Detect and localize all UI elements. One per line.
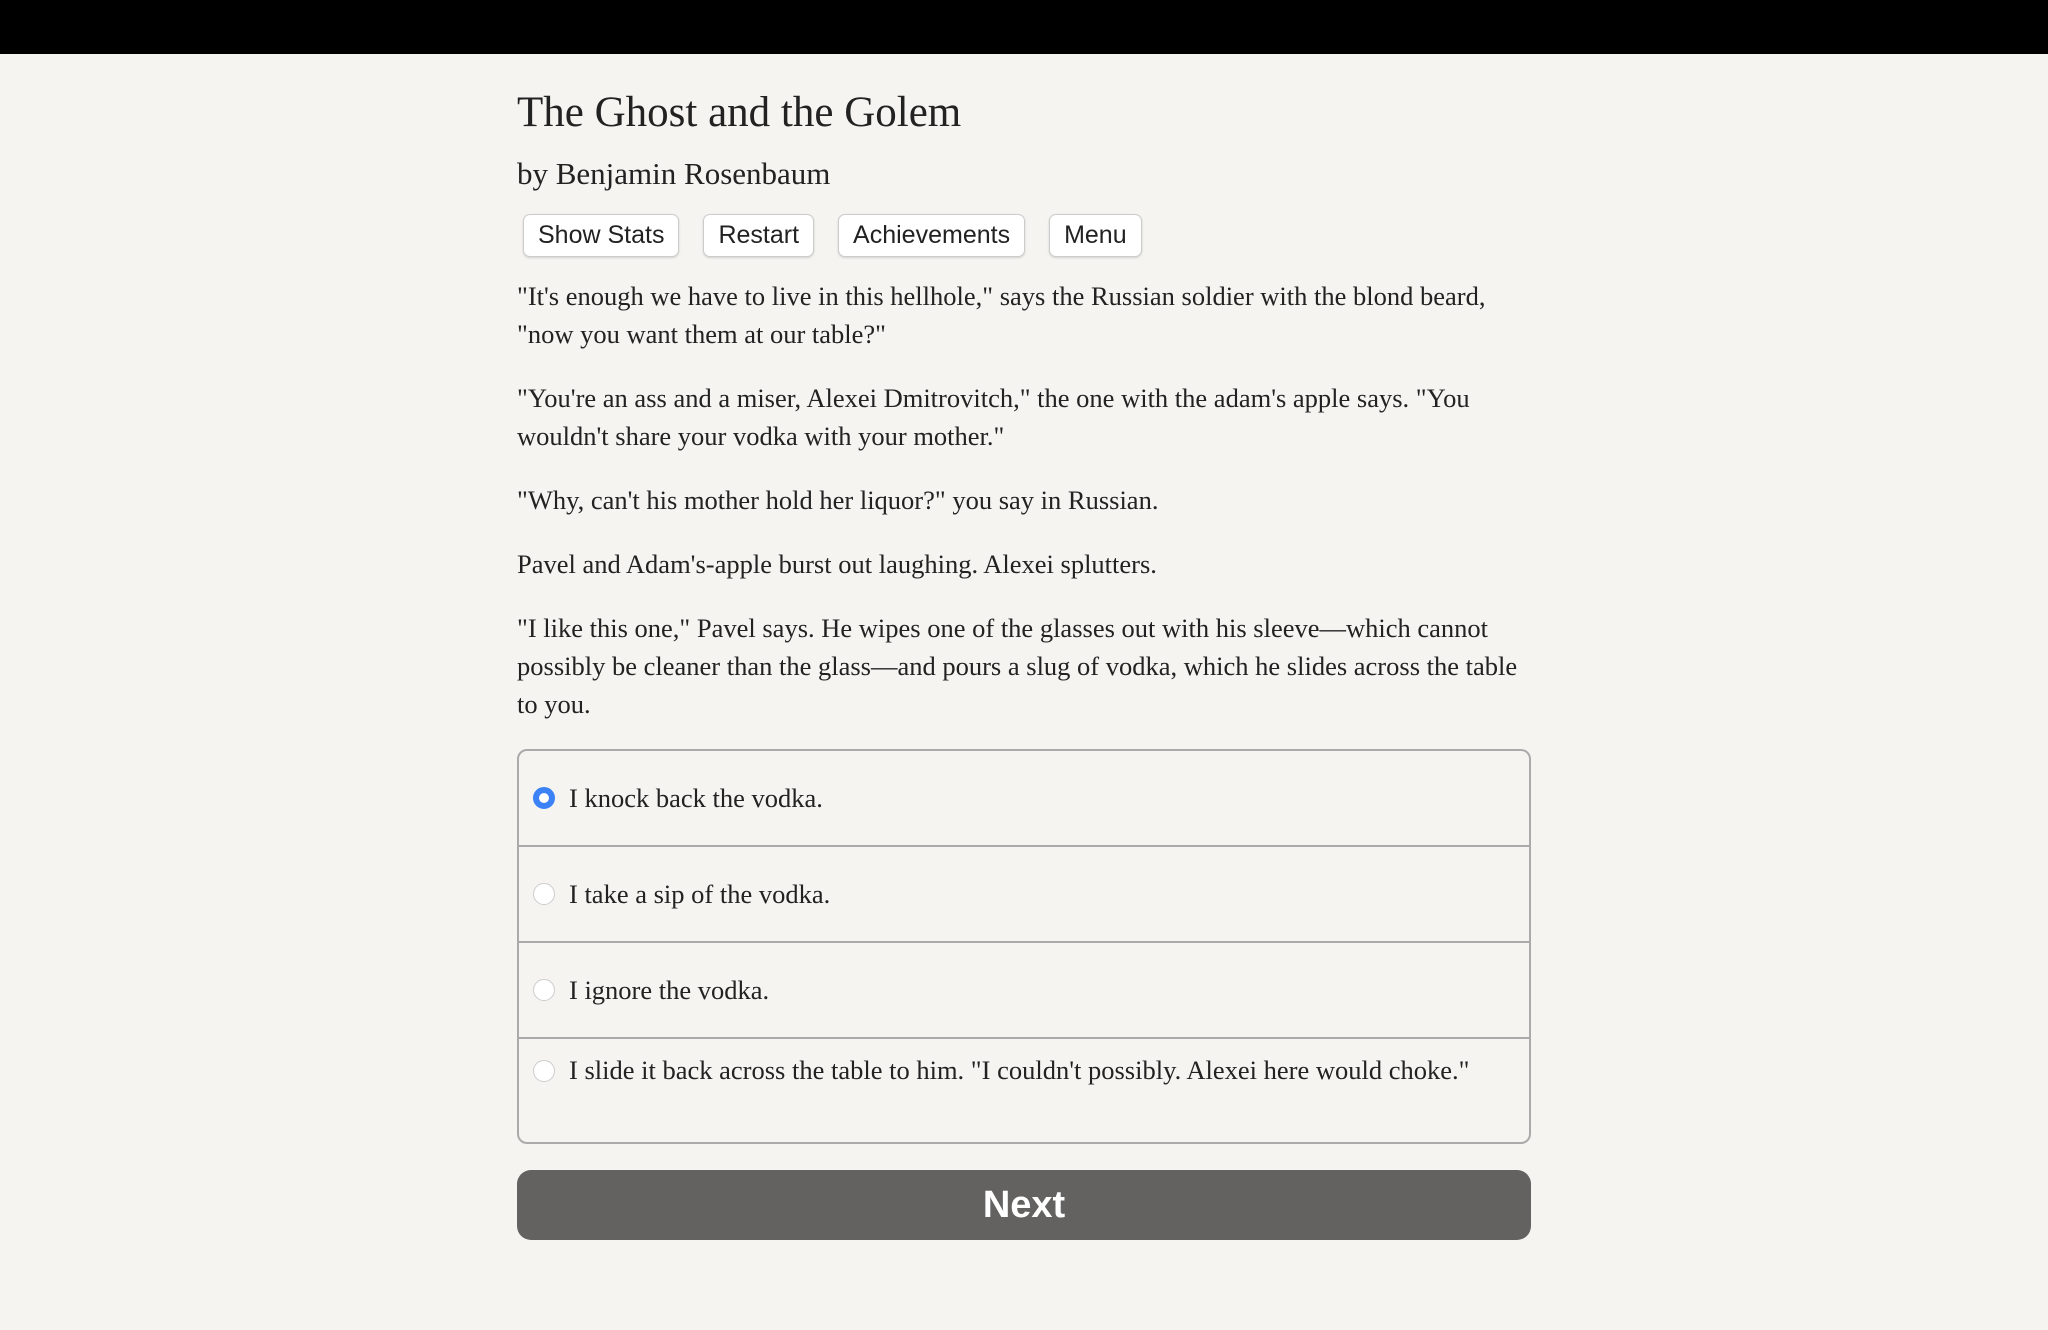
next-button[interactable]: Next [517,1170,1531,1240]
radio-unselected[interactable] [533,1060,555,1082]
show-stats-button[interactable]: Show Stats [523,214,679,257]
menu-button[interactable]: Menu [1049,214,1142,257]
story-paragraph: Pavel and Adam's-apple burst out laughing. Alexei splutters. [517,549,1157,579]
choice-option[interactable] [519,1037,1529,1142]
achievements-button[interactable]: Achievements [838,214,1025,257]
story-paragraph: "Why, can't his mother hold her liquor?" you say in Russian. [517,485,1159,515]
story-paragraph: "It's enough we have to live in this hellhole," says the Russian soldier with the blond beard, "now you want them at our table?" [517,281,1486,349]
choice-option[interactable] [519,845,1529,941]
game-title: The Ghost and the Golem [517,89,962,136]
radio-unselected[interactable] [533,979,555,1001]
game-content [517,54,1531,1240]
choice-label: I slide it back across the table to him. "I couldn't possibly. Alexei here would choke." [569,1055,1470,1085]
story-text [517,277,1531,723]
choice-label: I knock back the vodka. [569,783,823,813]
story-paragraph: "You're an ass and a miser, Alexei Dmitrovitch," the one with the adam's apple says. "You wouldn't share your vodka with your mother." [517,383,1470,451]
radio-unselected[interactable] [533,883,555,905]
toolbar [517,214,1531,257]
choice-option[interactable] [519,941,1529,1037]
choice-label: I take a sip of the vodka. [569,879,831,909]
choice-label: I ignore the vodka. [569,975,770,1005]
top-bar [0,0,2048,54]
choice-option[interactable] [519,751,1529,845]
restart-button[interactable]: Restart [703,214,814,257]
radio-selected[interactable] [533,787,555,809]
choice-list [517,749,1531,1144]
author-line: by Benjamin Rosenbaum [517,156,831,191]
story-paragraph: "I like this one," Pavel says. He wipes one of the glasses out with his sleeve—which cannot possibly be cleaner than the glass—and pours a slug of vodka, which he slides across the table to you. [517,613,1518,719]
